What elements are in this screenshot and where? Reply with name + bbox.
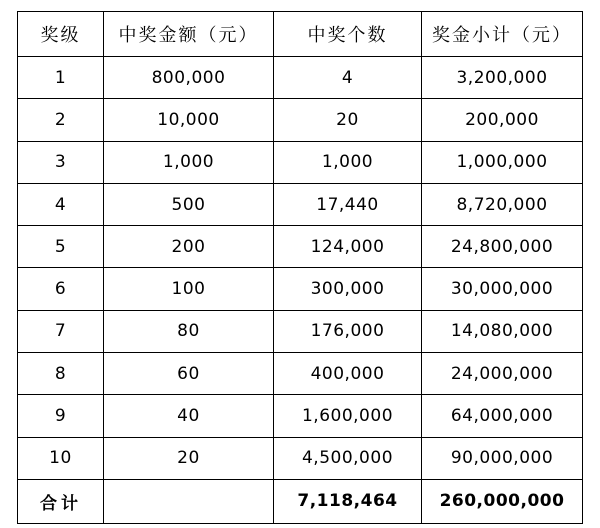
cell-winner-count: 17,440: [274, 183, 422, 225]
header-row: [18, 12, 583, 57]
cell-prize-subtotal: 8,720,000: [422, 183, 583, 225]
table-row: [18, 353, 583, 395]
cell-winner-count: 124,000: [274, 226, 422, 268]
total-amount: [104, 479, 274, 523]
total-row: [18, 479, 583, 523]
cell-prize-subtotal: 14,080,000: [422, 310, 583, 352]
cell-prize-subtotal: 90,000,000: [422, 437, 583, 479]
table-row: [18, 268, 583, 310]
table-row: [18, 226, 583, 268]
table-row: [18, 57, 583, 99]
cell-prize-amount: 40: [104, 395, 274, 437]
cell-winner-count: 1,000: [274, 141, 422, 183]
header-prize-level: 奖级: [18, 12, 104, 57]
cell-prize-level: 2: [18, 99, 104, 141]
cell-prize-amount: 80: [104, 310, 274, 352]
cell-prize-amount: 200: [104, 226, 274, 268]
prize-table-container: [17, 11, 583, 524]
header-winner-count: 中奖个数: [274, 12, 422, 57]
table-row: [18, 183, 583, 225]
cell-prize-level: 1: [18, 57, 104, 99]
cell-prize-amount: 1,000: [104, 141, 274, 183]
cell-prize-amount: 500: [104, 183, 274, 225]
cell-prize-level: 6: [18, 268, 104, 310]
header-prize-amount: 中奖金额（元）: [104, 12, 274, 57]
cell-prize-amount: 800,000: [104, 57, 274, 99]
cell-winner-count: 4: [274, 57, 422, 99]
cell-prize-subtotal: 200,000: [422, 99, 583, 141]
cell-winner-count: 4,500,000: [274, 437, 422, 479]
cell-prize-level: 4: [18, 183, 104, 225]
cell-prize-level: 7: [18, 310, 104, 352]
table-row: [18, 395, 583, 437]
cell-prize-subtotal: 64,000,000: [422, 395, 583, 437]
cell-prize-amount: 60: [104, 353, 274, 395]
cell-winner-count: 300,000: [274, 268, 422, 310]
cell-prize-subtotal: 24,000,000: [422, 353, 583, 395]
cell-winner-count: 176,000: [274, 310, 422, 352]
cell-prize-level: 9: [18, 395, 104, 437]
cell-prize-amount: 100: [104, 268, 274, 310]
total-winner-count: 7,118,464: [274, 479, 422, 523]
cell-prize-level: 3: [18, 141, 104, 183]
cell-prize-subtotal: 24,800,000: [422, 226, 583, 268]
cell-winner-count: 400,000: [274, 353, 422, 395]
cell-prize-amount: 10,000: [104, 99, 274, 141]
header-prize-subtotal: 奖金小计（元）: [422, 12, 583, 57]
cell-prize-subtotal: 3,200,000: [422, 57, 583, 99]
cell-prize-level: 8: [18, 353, 104, 395]
table-row: [18, 310, 583, 352]
cell-prize-level: 10: [18, 437, 104, 479]
table-row: [18, 437, 583, 479]
cell-prize-subtotal: 1,000,000: [422, 141, 583, 183]
cell-prize-level: 5: [18, 226, 104, 268]
cell-prize-amount: 20: [104, 437, 274, 479]
cell-prize-subtotal: 30,000,000: [422, 268, 583, 310]
table-row: [18, 99, 583, 141]
cell-winner-count: 20: [274, 99, 422, 141]
total-prize-subtotal: 260,000,000: [422, 479, 583, 523]
cell-winner-count: 1,600,000: [274, 395, 422, 437]
total-label: 合计: [18, 479, 104, 523]
table-body: [18, 57, 583, 480]
table-header: [18, 12, 583, 57]
prize-table: [17, 11, 583, 524]
table-row: [18, 141, 583, 183]
table-footer: [18, 479, 583, 523]
